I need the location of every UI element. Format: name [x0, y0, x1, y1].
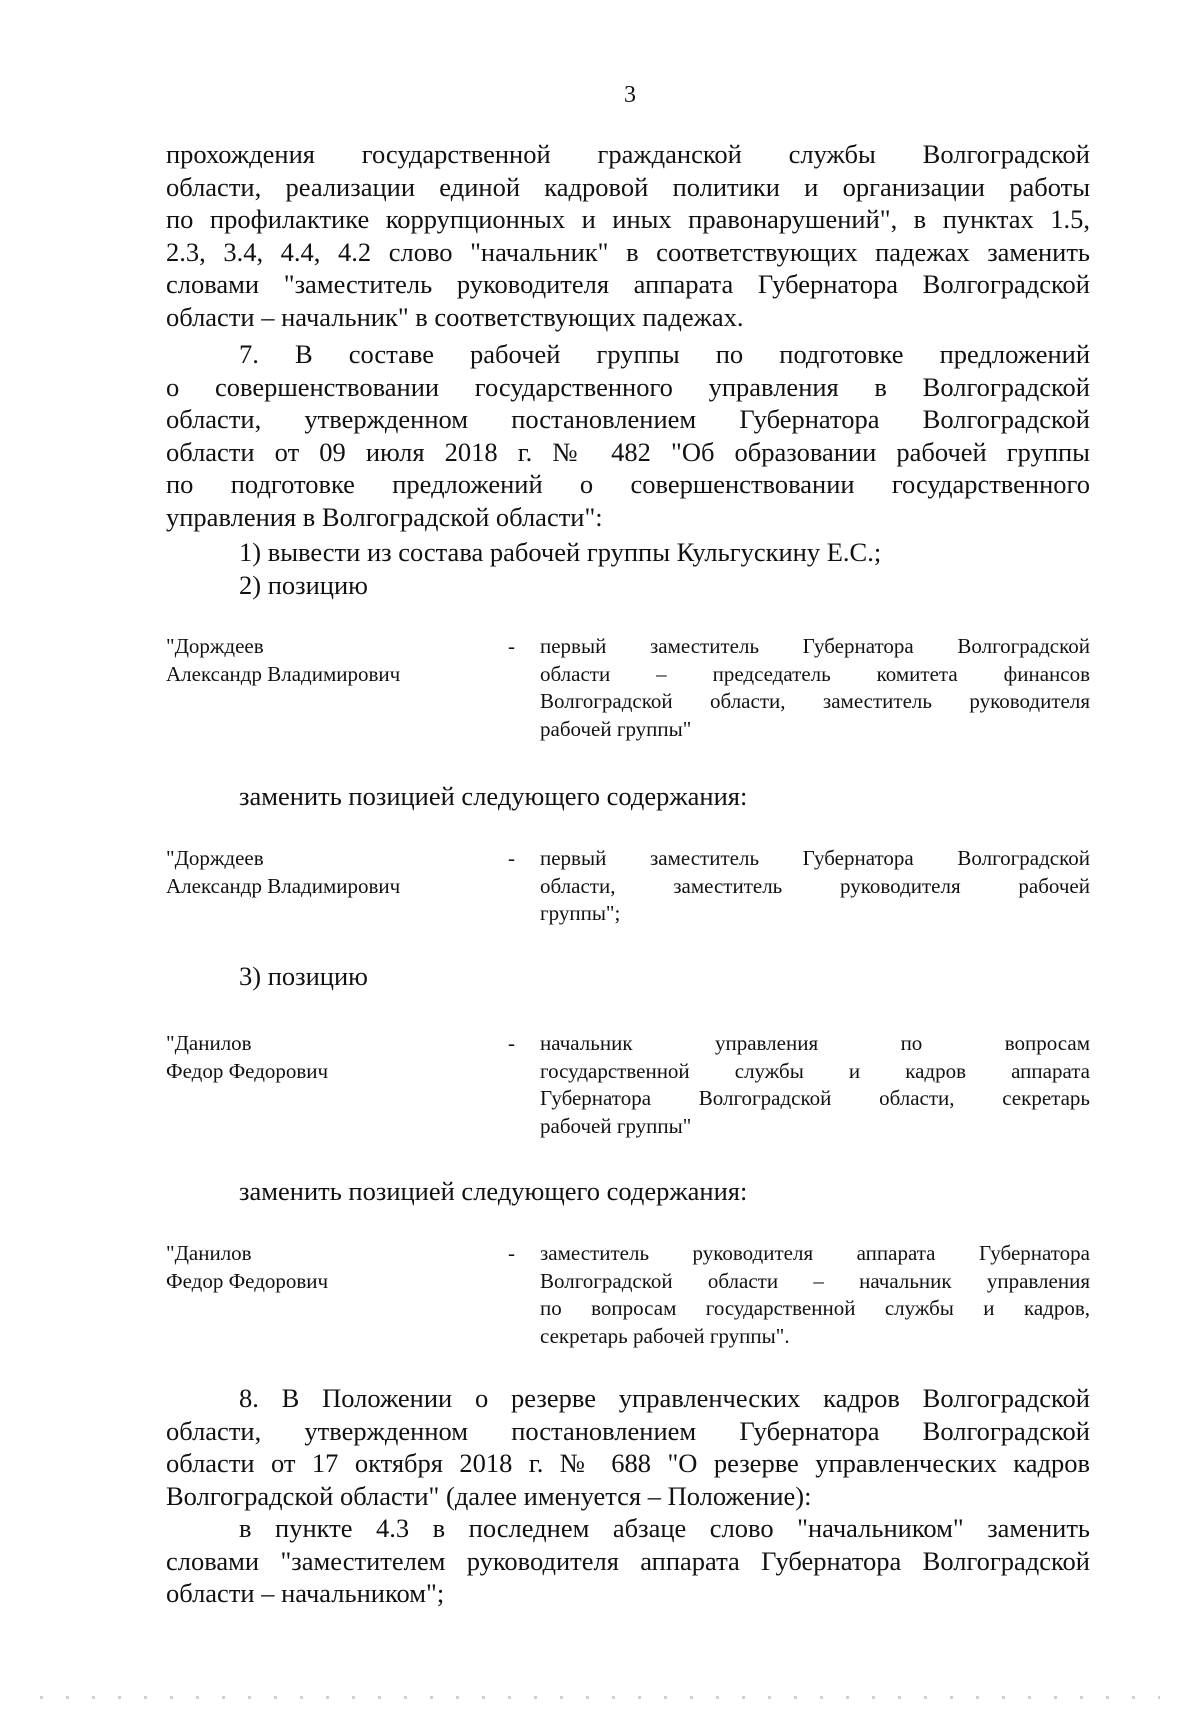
text-line: управления в Волгоградской области":: [166, 501, 603, 532]
text-line: области от 17 октября 2018 г. № 688 "О резерве управленческих кадров: [166, 1448, 1090, 1478]
person-name: "Дорждеев Александр Владимирович: [166, 634, 401, 686]
text-line: 7. В составе рабочей группы по подготовке предложений: [239, 339, 1090, 369]
position-description: первый заместитель Губернатора Волгоградской области – председатель комитета финансов Волгоградской области, заместитель руководителя рабочей группы": [540, 634, 1090, 741]
position-description: заместитель руководителя аппарата Губернатора Волгоградской области – начальник управления по вопросам государственной службы и кадров, секретарь рабочей группы".: [540, 1241, 1090, 1348]
dash: -: [508, 1031, 515, 1055]
text-line: области – начальником";: [166, 1578, 445, 1608]
replace-label: заменить позицией следующего содержания:: [239, 1176, 748, 1206]
dash: -: [508, 846, 515, 870]
text-line: 2.3, 3.4, 4.4, 4.2 слово "начальник" в соответствующих падежах заменить: [166, 236, 1090, 267]
paragraph-8-sub: [166, 1512, 1090, 1610]
text-line: области, утвержденном постановлением Губернатора Волгоградской: [166, 404, 1090, 434]
page-number: 3: [624, 82, 636, 108]
text-line: прохождения государственной гражданской службы Волгоградской: [166, 139, 1090, 169]
text-line: области – начальник" в соответствующих падежах.: [166, 301, 744, 332]
paragraph-8: [166, 1382, 1090, 1512]
text-line: по подготовке предложений о совершенствовании государственного: [166, 469, 1090, 499]
text-line: области, реализации единой кадровой политики и организации работы: [166, 171, 1090, 202]
text-line: 8. В Положении о резерве управленческих кадров Волгоградской: [239, 1383, 1090, 1413]
text-line: Волгоградской области" (далее именуется – Положение):: [166, 1480, 812, 1511]
person-name: "Данилов Федор Федорович: [166, 1241, 329, 1293]
dash: -: [508, 634, 515, 658]
scan-artifact: [40, 1696, 1160, 1699]
person-name: "Данилов Федор Федорович: [166, 1031, 329, 1083]
dash: -: [508, 1241, 515, 1265]
paragraph-continuation: [166, 138, 1090, 333]
text-line: словами "заместителем руководителя аппарата Губернатора Волгоградской: [166, 1545, 1090, 1576]
position-description: начальник управления по вопросам государственной службы и кадров аппарата Губернатора Волгоградской области, секретарь рабочей группы": [540, 1031, 1090, 1138]
list-item-1: 1) вывести из состава рабочей группы Кульгускину Е.С.;: [239, 537, 882, 567]
list-item-3: 3) позицию: [239, 961, 368, 991]
replace-label: заменить позицией следующего содержания:: [239, 781, 748, 811]
position-description: первый заместитель Губернатора Волгоградской области, заместитель руководителя рабочей группы";: [540, 846, 1090, 925]
list-item-2: 2) позицию: [239, 570, 368, 600]
text-line: словами "заместитель руководителя аппарата Губернатора Волгоградской: [166, 269, 1090, 299]
text-line: о совершенствовании государственного управления в Волгоградской: [166, 371, 1090, 402]
text-line: области от 09 июля 2018 г. № 482 "Об образовании рабочей группы: [166, 436, 1090, 467]
text-line: области, утвержденном постановлением Губернатора Волгоградской: [166, 1415, 1090, 1446]
paragraph-7: [166, 338, 1090, 533]
text-line: по профилактике коррупционных и иных правонарушений", в пунктах 1.5,: [166, 204, 1090, 234]
person-name: "Дорждеев Александр Владимирович: [166, 846, 401, 898]
text-line: в пункте 4.3 в последнем абзаце слово "начальником" заменить: [239, 1513, 1090, 1543]
